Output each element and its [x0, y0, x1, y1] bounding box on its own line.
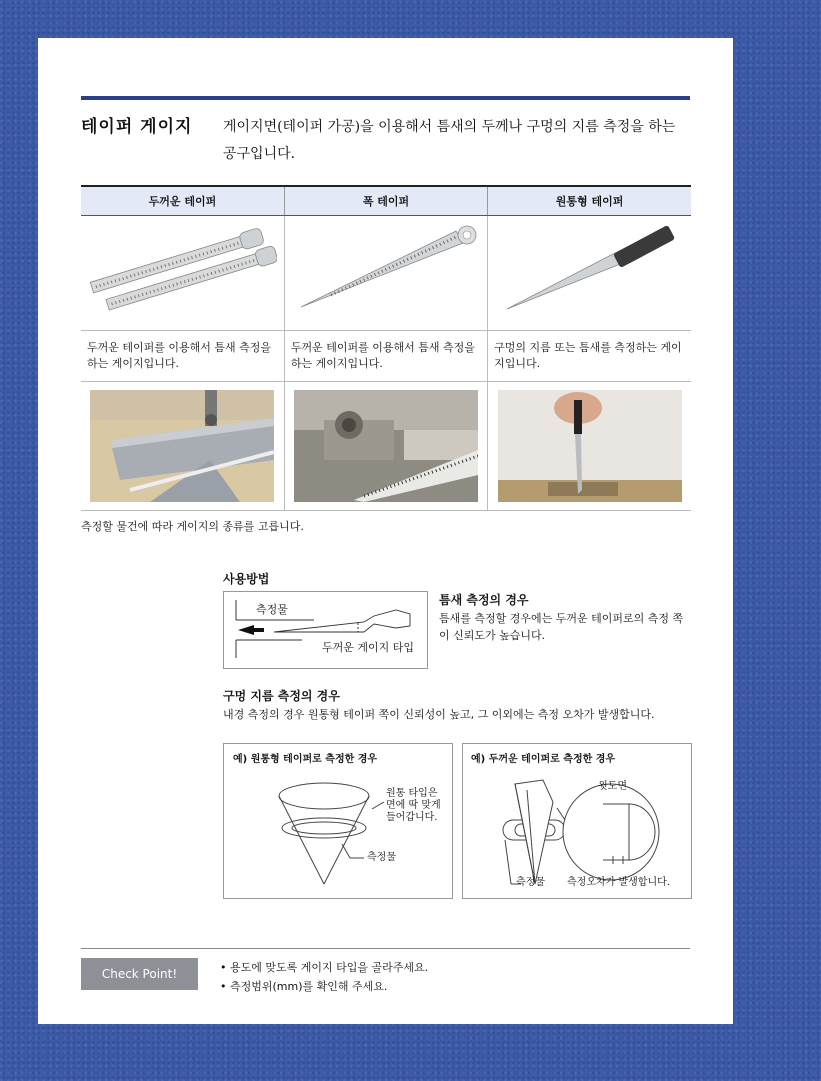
page-card — [38, 38, 733, 1024]
example-thick-error-label: 측정오차가 발생합니다. — [567, 877, 670, 888]
usage-object-label: 측정물 — [256, 603, 288, 616]
usage-type-label: 두꺼운 게이지 타입 — [322, 641, 415, 654]
column-header-width: 폭 테이퍼 — [284, 186, 487, 216]
cylinder-taper-image — [488, 216, 691, 331]
hole-text: 내경 측정의 경우 원통형 테이퍼 쪽이 신뢰성이 높고, 그 이외에는 측정 오차가 발생합니다. — [223, 708, 655, 721]
example-cylinder-callout — [386, 788, 441, 824]
gap-text: 틈새를 측정할 경우에는 두꺼운 테이퍼로의 측정 쪽이 신뢰도가 높습니다. — [439, 612, 684, 642]
example-cylinder-title: 예) 원통형 테이퍼로 측정한 경우 — [233, 754, 378, 765]
usage-diagram — [223, 591, 428, 669]
thick-taper-photo — [81, 382, 284, 511]
width-taper-photo — [284, 382, 487, 511]
example-thick-object-label: 측정물 — [516, 877, 545, 888]
selection-note: 측정할 물건에 따라 게이지의 종류를 고릅니다. — [81, 520, 304, 533]
check-point-item-text: 용도에 맞도록 게이지 타입을 골라주세요. — [230, 961, 429, 974]
title-rule — [81, 96, 690, 100]
gauge-table — [81, 185, 691, 511]
callout-line-3: 들어갑니다. — [386, 812, 438, 823]
footer-rule — [81, 948, 690, 949]
thick-taper-text: 두꺼운 테이퍼를 이용해서 틈새 측정을 하는 게이지입니다. — [81, 331, 284, 382]
check-point-button[interactable]: Check Point! — [81, 958, 198, 990]
check-point-list — [220, 958, 428, 996]
width-taper-image — [284, 216, 487, 331]
example-thick-title: 예) 두꺼운 테이퍼로 측정한 경우 — [471, 754, 616, 765]
check-point-item-text: 측정범위(mm)를 확인해 주세요. — [230, 980, 388, 993]
check-point-item: • 측정범위(mm)를 확인해 주세요. — [220, 980, 388, 993]
column-header-thick: 두꺼운 테이퍼 — [81, 186, 284, 216]
callout-line-1: 원통 타입은 — [386, 788, 438, 799]
callout-line-2: 면에 딱 맞게 — [386, 800, 441, 811]
hole-title: 구멍 지름 측정의 경우 — [223, 689, 340, 703]
usage-title: 사용방법 — [223, 572, 270, 586]
example-thick-top-label: 윗도면 — [598, 781, 627, 792]
gap-title: 틈새 측정의 경우 — [439, 593, 529, 607]
cylinder-taper-text: 구멍의 지름 또는 틈새를 측정하는 게이지입니다. — [488, 331, 691, 382]
column-header-cylinder: 원통형 테이퍼 — [488, 186, 691, 216]
page-description: 게이지면(테이퍼 가공)을 이용해서 틈새의 두께나 구멍의 지름 측정을 하는 공구입니다. — [223, 119, 676, 162]
page-title: 테이퍼 게이지 — [81, 117, 193, 137]
thick-taper-image — [81, 216, 284, 331]
check-point-item: • 용도에 맞도록 게이지 타입을 골라주세요. — [220, 961, 429, 974]
width-taper-text: 두꺼운 테이퍼를 이용해서 틈새 측정을 하는 게이지입니다. — [284, 331, 487, 382]
example-cylinder-object-label: 측정물 — [367, 852, 396, 863]
cylinder-taper-photo — [488, 382, 691, 511]
